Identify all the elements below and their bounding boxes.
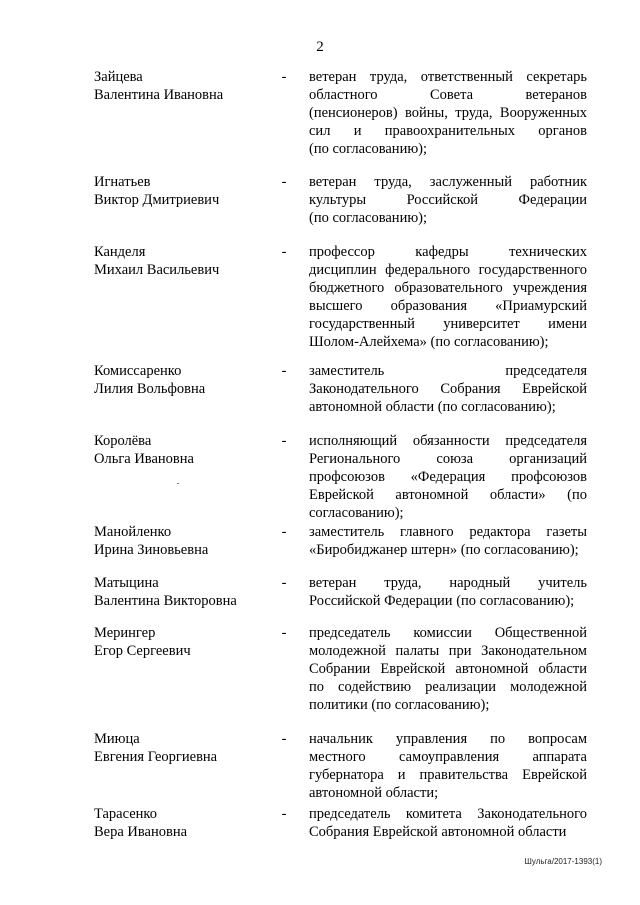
- member-surname: Манойленко: [94, 524, 172, 540]
- position-line: ветеран труда, народный учитель: [309, 575, 587, 591]
- position-line: областного Совета ветеранов: [309, 87, 587, 103]
- member-position: [309, 243, 587, 351]
- document-code: Шульга/2017-1393(1): [524, 857, 602, 866]
- member-position: [309, 173, 587, 227]
- position-line: автономной области (по согласованию);: [309, 399, 556, 415]
- member-name: [94, 173, 274, 209]
- position-line: культуры Российской Федерации: [309, 192, 587, 208]
- position-line: по содействию реализации молодежной: [309, 679, 587, 695]
- member-position: [309, 574, 587, 610]
- position-line: (пенсионеров) войны, труда, Вооруженных: [309, 105, 587, 121]
- separator-dash: -: [281, 174, 287, 190]
- position-line: профессор кафедры технических: [309, 244, 587, 260]
- position-line: сил и правоохранительных органов: [309, 123, 587, 139]
- position-line: политики (по согласованию);: [309, 697, 490, 713]
- member-surname: Игнатьев: [94, 174, 151, 190]
- separator-dash: -: [281, 363, 287, 379]
- position-line: молодежной палаты при Законодательном: [309, 643, 587, 659]
- member-position: [309, 730, 587, 802]
- member-given-names: Егор Сергеевич: [94, 643, 191, 659]
- member-given-names: Валентина Ивановна: [94, 87, 224, 103]
- position-line: бюджетного образовательного учреждения: [309, 280, 587, 296]
- member-surname: Мерингер: [94, 625, 156, 641]
- position-line: исполняющий обязанности председателя: [309, 433, 587, 449]
- member-name: [94, 730, 274, 766]
- member-surname: Миюца: [94, 731, 140, 747]
- page-number: 2: [316, 39, 324, 55]
- member-surname: Матыцина: [94, 575, 159, 591]
- position-line: Регионального союза организаций: [309, 451, 587, 467]
- member-given-names: Лилия Вольфовна: [94, 381, 206, 397]
- position-line: Российской Федерации (по согласованию);: [309, 593, 575, 609]
- member-name: [94, 574, 274, 610]
- position-line: губернатора и правительства Еврейской: [309, 767, 587, 783]
- position-line: «Биробиджанер штерн» (по согласованию);: [309, 542, 579, 558]
- member-surname: Канделя: [94, 244, 146, 260]
- position-line: автономной области;: [309, 785, 439, 801]
- separator-dash: -: [281, 69, 287, 85]
- position-line: ветеран труда, ответственный секретарь: [309, 69, 587, 85]
- position-line: заместитель председателя: [309, 363, 587, 379]
- member-given-names: Валентина Викторовна: [94, 593, 237, 609]
- scan-speck: [177, 483, 179, 484]
- position-line: (по согласованию);: [309, 141, 428, 157]
- member-position: [309, 523, 587, 559]
- position-line: Собрании Еврейской автономной области: [309, 661, 587, 677]
- member-given-names: Ольга Ивановна: [94, 451, 194, 467]
- separator-dash: -: [281, 524, 287, 540]
- member-name: [94, 243, 274, 279]
- position-line: профсоюзов «Федерация профсоюзов: [309, 469, 587, 485]
- position-line: местного самоуправления аппарата: [309, 749, 587, 765]
- member-position: [309, 68, 587, 158]
- position-line: дисциплин федерального государственного: [309, 262, 587, 278]
- position-line: заместитель главного редактора газеты: [309, 524, 587, 540]
- member-position: [309, 362, 587, 416]
- position-line: ветеран труда, заслуженный работник: [309, 174, 587, 190]
- member-surname: Комиссаренко: [94, 363, 182, 379]
- separator-dash: -: [281, 433, 287, 449]
- position-line: (по согласованию);: [309, 210, 428, 226]
- member-given-names: Евгения Георгиевна: [94, 749, 218, 765]
- member-name: [94, 805, 274, 841]
- position-line: председатель комиссии Общественной: [309, 625, 587, 641]
- separator-dash: -: [281, 731, 287, 747]
- member-name: [94, 624, 274, 660]
- member-position: [309, 624, 587, 714]
- position-line: Собрания Еврейской автономной области: [309, 824, 567, 840]
- separator-dash: -: [281, 625, 287, 641]
- member-name: [94, 432, 274, 468]
- member-surname: Зайцева: [94, 69, 143, 85]
- separator-dash: -: [281, 575, 287, 591]
- member-position: [309, 432, 587, 522]
- member-position: [309, 805, 587, 841]
- member-name: [94, 362, 274, 398]
- member-given-names: Вера Ивановна: [94, 824, 188, 840]
- position-line: председатель комитета Законодательного: [309, 806, 587, 822]
- position-line: Шолом-Алейхема» (по согласованию);: [309, 334, 549, 350]
- position-line: государственный университет имени: [309, 316, 587, 332]
- member-name: [94, 68, 274, 104]
- separator-dash: -: [281, 806, 287, 822]
- member-surname: Королёва: [94, 433, 152, 449]
- member-given-names: Ирина Зиновьевна: [94, 542, 209, 558]
- member-given-names: Михаил Васильевич: [94, 262, 220, 278]
- position-line: Еврейской автономной области» (по: [309, 487, 587, 503]
- position-line: Законодательного Собрания Еврейской: [309, 381, 587, 397]
- separator-dash: -: [281, 244, 287, 260]
- position-line: согласованию);: [309, 505, 404, 521]
- member-name: [94, 523, 274, 559]
- position-line: начальник управления по вопросам: [309, 731, 587, 747]
- position-line: высшего образования «Приамурский: [309, 298, 587, 314]
- member-given-names: Виктор Дмитриевич: [94, 192, 220, 208]
- member-surname: Тарасенко: [94, 806, 157, 822]
